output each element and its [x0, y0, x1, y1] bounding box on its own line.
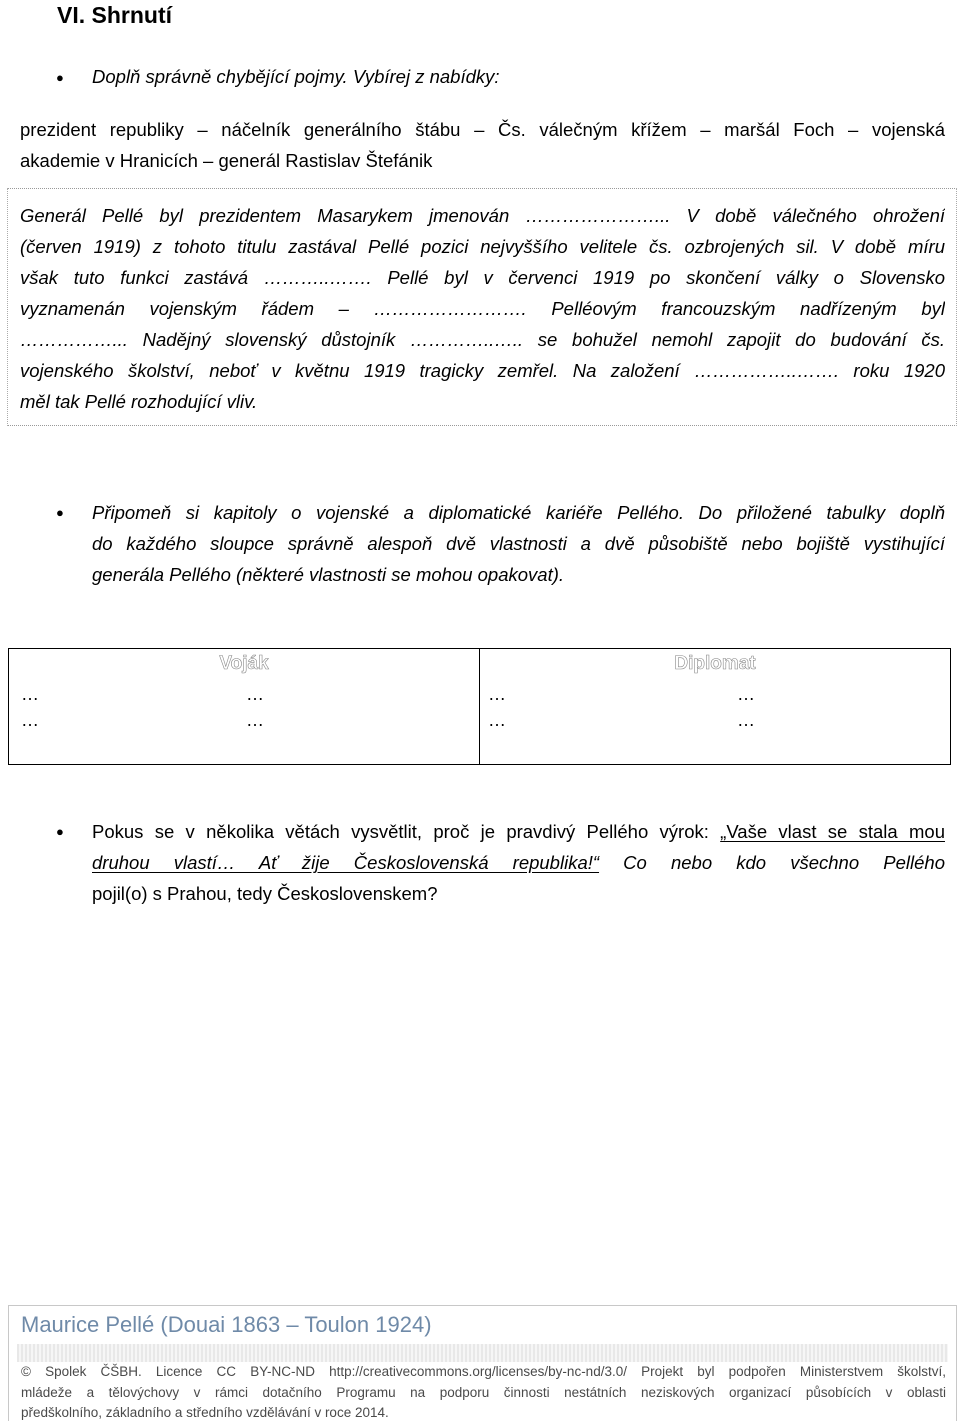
- fill-in-line: (červen 1919) z tohoto titulu zastával Pellé pozici nejvyššího velitele čs. ozbrojených sil. V době míru: [20, 236, 945, 257]
- task3-line: pojil(o) s Prahou, tedy Československem?: [92, 883, 438, 904]
- bullet-icon: ●: [56, 505, 64, 520]
- bullet-icon: ●: [56, 70, 64, 85]
- blank-cell[interactable]: …: [737, 684, 755, 704]
- blank-cell[interactable]: …: [246, 684, 264, 704]
- footer-license: [21, 1362, 946, 1424]
- task3-line: [92, 847, 945, 878]
- task3-suffix: Co nebo kdo všechno Pellého: [599, 852, 945, 873]
- blank-cell[interactable]: …: [246, 710, 264, 730]
- fill-in-line: vojenského školství, neboť v květnu 1919 tragicky zemřel. Na založení ……………..……. roku 1920: [20, 360, 945, 381]
- task3-line: [92, 816, 945, 847]
- blank-cell[interactable]: …: [737, 710, 755, 730]
- quote-part-1: „Vaše vlast se stala mou: [720, 821, 945, 842]
- fill-in-line: ……………... Nadějný slovenský důstojník …………..….. se bohužel nemohl zapojit do budování čs.: [20, 329, 945, 350]
- fill-in-line: však tuto funkci zastává ………..……. Pellé byl v červenci 1919 po skončení války o Slovensko: [20, 267, 945, 288]
- options-line-1: prezident republiky – náčelník generálního štábu – Čs. válečným křížem – maršál Foch – vojenská: [20, 119, 945, 140]
- blank-cell[interactable]: …: [21, 684, 39, 704]
- fill-in-line: Generál Pellé byl prezidentem Masarykem jmenován …………………... V době válečného ohrožení: [20, 205, 945, 226]
- footer-line: mládeže a tělovýchovy v rámci dotačního Programu na podporu činnosti nestátních neziskových organizací působících v oblasti: [21, 1384, 946, 1400]
- blank-cell[interactable]: …: [488, 684, 506, 704]
- task3-paragraph: [92, 816, 945, 909]
- fill-in-line: vyznamenán vojenským řádem – ……………………. Pelléovým francouzským nadřízeným byl: [20, 298, 945, 319]
- task2-line: generála Pellého (některé vlastnosti se mohou opakovat).: [92, 564, 565, 585]
- task2-line: do každého sloupce správně alespoň dvě vlastnosti a dvě působiště nebo bojiště vystihující: [92, 533, 945, 554]
- fill-in-paragraph: [20, 200, 945, 417]
- footer-title: Maurice Pellé (Douai 1863 – Toulon 1924): [21, 1312, 432, 1337]
- blank-cell[interactable]: …: [21, 710, 39, 730]
- table-column-soldier: [9, 649, 479, 764]
- bullet-icon: ●: [56, 824, 64, 839]
- column-header-diplomat: Diplomat: [674, 653, 756, 674]
- fill-in-line: měl tak Pellé rozhodující vliv.: [20, 391, 258, 412]
- footer-divider: [17, 1344, 948, 1362]
- task2-line: Připomeň si kapitoly o vojenské a diplomatické kariéře Pellého. Do přiložené tabulky doplň: [92, 502, 945, 523]
- column-header-soldier: Voják: [219, 653, 269, 674]
- options-line-2: akademie v Hranicích – generál Rastislav Štefánik: [20, 150, 433, 171]
- footer-line: © Spolek ČŠBH. Licence CC BY-NC-ND http://creativecommons.org/licenses/by-nc-nd/3.0/ Projekt byl podpořen Ministerstvem školství,: [21, 1364, 946, 1379]
- blank-cell[interactable]: …: [488, 710, 506, 730]
- task3-prefix: Pokus se v několika větách vysvětlit, proč je pravdivý Pellého výrok:: [92, 821, 721, 842]
- section-heading: VI. Shrnutí: [57, 2, 172, 28]
- properties-table: [8, 648, 951, 765]
- task2-paragraph: [92, 497, 945, 590]
- footer-line: předškolního, základního a středního vzdělávání v roce 2014.: [21, 1405, 389, 1420]
- page-footer: [8, 1305, 957, 1421]
- quote-part-2: druhou vlastí… Ať žije Československá republika!“: [92, 852, 600, 873]
- table-column-diplomat: [479, 649, 950, 764]
- task1-instruction: Doplň správně chybějící pojmy. Vybírej z nabídky:: [92, 66, 500, 87]
